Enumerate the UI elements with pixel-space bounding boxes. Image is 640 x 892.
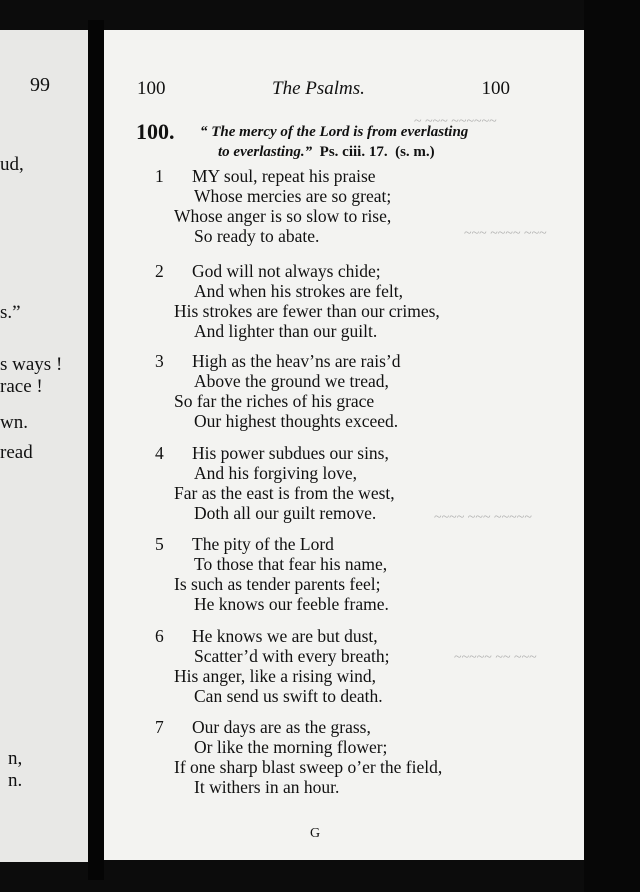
bleed-through: ~~~ ~~~~ ~~~ bbox=[464, 226, 547, 241]
verse-line: So far the riches of his grace bbox=[174, 391, 375, 411]
left-page-fragment: n. bbox=[8, 770, 23, 791]
left-page bbox=[0, 30, 88, 862]
stanza-number: 5 bbox=[155, 534, 164, 554]
verse-line: To those that fear his name, bbox=[194, 554, 388, 574]
book-gutter bbox=[88, 20, 104, 880]
verse-line: It withers in an hour. bbox=[194, 777, 340, 797]
psalm-subtitle bbox=[200, 122, 468, 162]
bleed-through: ~ ~~~ ~~~~~~ bbox=[414, 114, 497, 129]
book-edge-shadow bbox=[584, 0, 640, 892]
stanza-number: 1 bbox=[155, 166, 164, 186]
verse-line: His strokes are fewer than our crimes, bbox=[174, 301, 440, 321]
bleed-through: ~~~~ ~~~ ~~~~~ bbox=[434, 510, 532, 525]
left-page-fragment: ud, bbox=[0, 154, 24, 175]
left-page-fragment: read bbox=[0, 442, 33, 463]
verse-line: MY soul, repeat his praise bbox=[192, 166, 376, 186]
left-page-fragment: n, bbox=[8, 748, 23, 769]
verse-line: Above the ground we tread, bbox=[194, 371, 389, 391]
scripture-reference: Ps. ciii. 17. bbox=[319, 144, 388, 160]
page-title: The Psalms. bbox=[272, 78, 365, 99]
verse-line: Doth all our guilt remove. bbox=[194, 503, 377, 523]
verse-line: If one sharp blast sweep o’er the field, bbox=[174, 757, 443, 777]
stanza-number: 4 bbox=[155, 443, 164, 463]
verse-line: The pity of the Lord bbox=[192, 534, 334, 554]
verse-line: High as the heav’ns are rais’d bbox=[192, 351, 401, 371]
stanza-number: 2 bbox=[155, 261, 164, 281]
verse-line: God will not always chide; bbox=[192, 261, 381, 281]
verse-line: So ready to abate. bbox=[194, 226, 320, 246]
bleed-through: ~~~~~ ~~ ~~~ bbox=[454, 650, 537, 665]
verse-line: His power subdues our sins, bbox=[192, 443, 389, 463]
right-page bbox=[104, 30, 584, 860]
signature-mark: G bbox=[310, 826, 321, 841]
stanza-number: 3 bbox=[155, 351, 164, 371]
page-number-right: 100 bbox=[481, 78, 510, 99]
verse-line: Our highest thoughts exceed. bbox=[194, 411, 399, 431]
verse-line: He knows our feeble frame. bbox=[194, 594, 389, 614]
subtitle-line-2 bbox=[200, 142, 468, 162]
left-page-fragment: wn. bbox=[0, 412, 28, 433]
verse-line: And his forgiving love, bbox=[194, 463, 358, 483]
left-page-fragment: race ! bbox=[0, 376, 43, 397]
stanza-number: 6 bbox=[155, 626, 164, 646]
verse-line: His anger, like a rising wind, bbox=[174, 666, 376, 686]
left-page-fragment: s ways ! bbox=[0, 354, 63, 375]
subtitle-quote-end: to everlasting.” bbox=[218, 144, 313, 160]
left-page-fragment: s.” bbox=[0, 302, 21, 323]
verse-line: Whose anger is so slow to rise, bbox=[174, 206, 392, 226]
verse-line: Or like the morning flower; bbox=[194, 737, 388, 757]
page-number-left: 100 bbox=[137, 78, 166, 99]
verse-line: He knows we are but dust, bbox=[192, 626, 378, 646]
verse-line: Scatter’d with every breath; bbox=[194, 646, 390, 666]
running-header bbox=[104, 78, 584, 102]
stanza-number: 7 bbox=[155, 717, 164, 737]
verse-line: Whose mercies are so great; bbox=[194, 186, 392, 206]
verse-line: Is such as tender parents feel; bbox=[174, 574, 381, 594]
verse-line: And lighter than our guilt. bbox=[194, 321, 378, 341]
verse-line: Far as the east is from the west, bbox=[174, 483, 395, 503]
psalm-number: 100. bbox=[136, 119, 175, 144]
left-page-number: 99 bbox=[30, 74, 50, 96]
meter-marking: (s. m.) bbox=[395, 144, 435, 160]
verse-line: Our days are as the grass, bbox=[192, 717, 371, 737]
verse-line: And when his strokes are felt, bbox=[194, 281, 403, 301]
verse-line: Can send us swift to death. bbox=[194, 686, 383, 706]
subtitle-line-1: “ The mercy of the Lord is from everlasting bbox=[200, 124, 469, 140]
